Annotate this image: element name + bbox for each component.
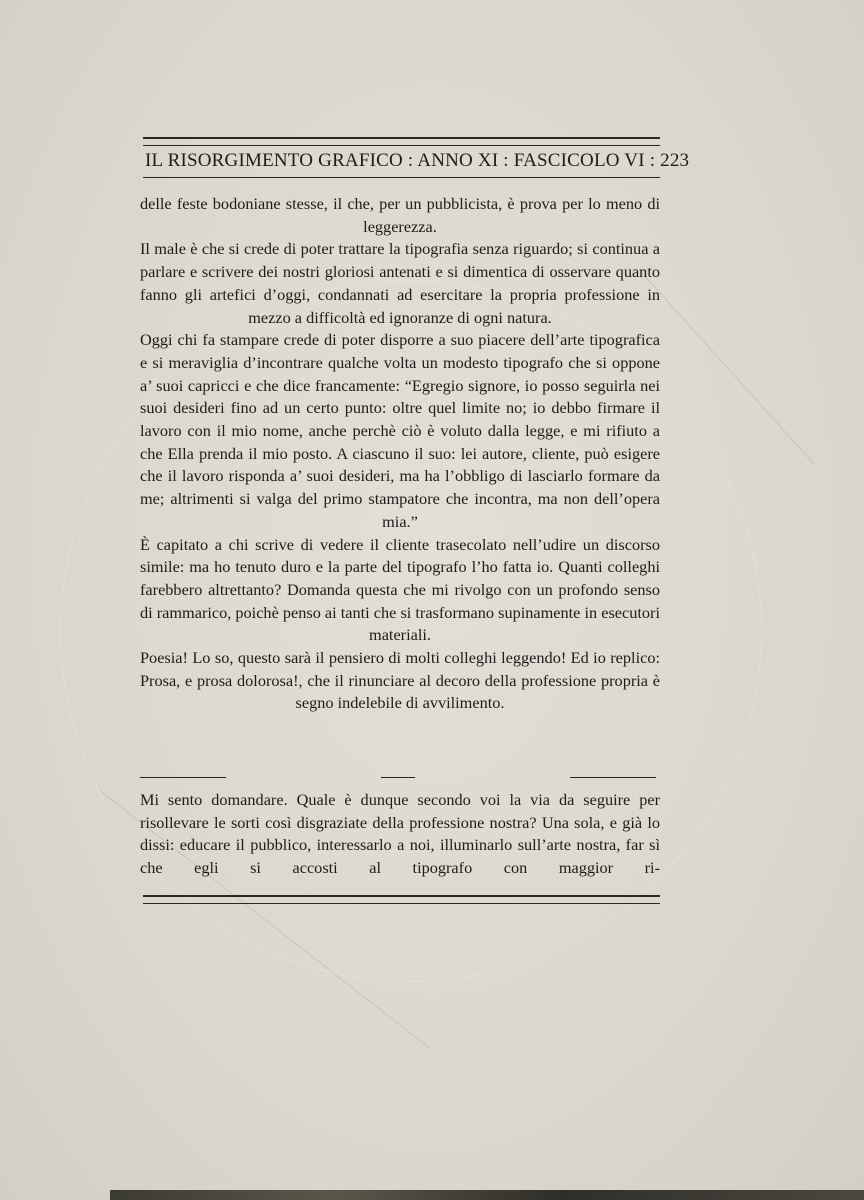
closing-text	[140, 789, 660, 880]
body-text	[140, 193, 660, 715]
header-bottom-rule	[143, 177, 660, 178]
scan-edge	[110, 1190, 864, 1200]
paragraph-1: delle feste bodoniane stesse, il che, per un pubblicista, è prova per lo meno di leggerezza.	[140, 194, 660, 236]
paragraph-5: Poesia! Lo so, questo sarà il pensiero di molti colleghi leggendo! Ed io replico: Prosa, e prosa dolorosa!, che il rinunciare al decoro della professione propria è segno indelebile di avvilimento.	[140, 648, 660, 713]
footer-rule	[143, 895, 660, 904]
section-divider-right	[570, 777, 656, 778]
paragraph-2: Il male è che si crede di poter trattare la tipografia senza riguardo; si continua a parlare e scrivere dei nostri gloriosi antenati e si dimentica di osservare quanto fanno gli artefici d’oggi, condannati ad esercitare la propria professione in mezzo a difficoltà ed ignoranze di ogni natura.	[140, 239, 660, 327]
section-divider-left	[140, 777, 226, 778]
paragraph-3: Oggi chi fa stampare crede di poter disporre a suo piacere dell’arte tipografica e si meraviglia d’incontrare qualche volta un modesto tipografo che si oppone a’ suoi capricci e che dice francamente: “Egregio signore, io posso seguirla nei suoi desideri fino ad un certo punto: oltre quel limite no; io debbo firmare il lavoro con il mio nome, anche perchè ciò è voluto dalla legge, e mi rifiuto a che Ella prenda il mio posto. A ciascuno il suo: lei autore, cliente, può esigere che il lavoro risponda a’ suoi desideri, ma ha l’obbligo di lasciarlo formare da me; altrimenti si valga del primo stampatore che incontra, ma non dell’opera mia.”	[140, 330, 660, 531]
header-top-rule	[143, 137, 660, 146]
paragraph-closing: Mi sento domandare. Quale è dunque secondo voi la via da seguire per risollevare le sorti così disgraziate della professione nostra? Una sola, e già lo dissi: educare il pubblico, interessarlo a noi, illuminarlo sull’arte nostra, far sì che egli si accosti al tipografo con maggior ri-	[140, 790, 660, 878]
running-header: IL RISORGIMENTO GRAFICO : ANNO XI : FASCICOLO VI : 223	[145, 150, 690, 171]
paragraph-4: È capitato a chi scrive di vedere il cliente trasecolato nell’udire un discorso simile: ma ho tenuto duro e la parte del tipografo l’ho fatta io. Quanti colleghi farebbero altrettanto? Domanda questa che mi rivolgo con un profondo senso di rammarico, poichè penso ai tanti che si trasformano supinamente in esecutori materiali.	[140, 534, 660, 645]
section-divider-center	[381, 777, 415, 778]
